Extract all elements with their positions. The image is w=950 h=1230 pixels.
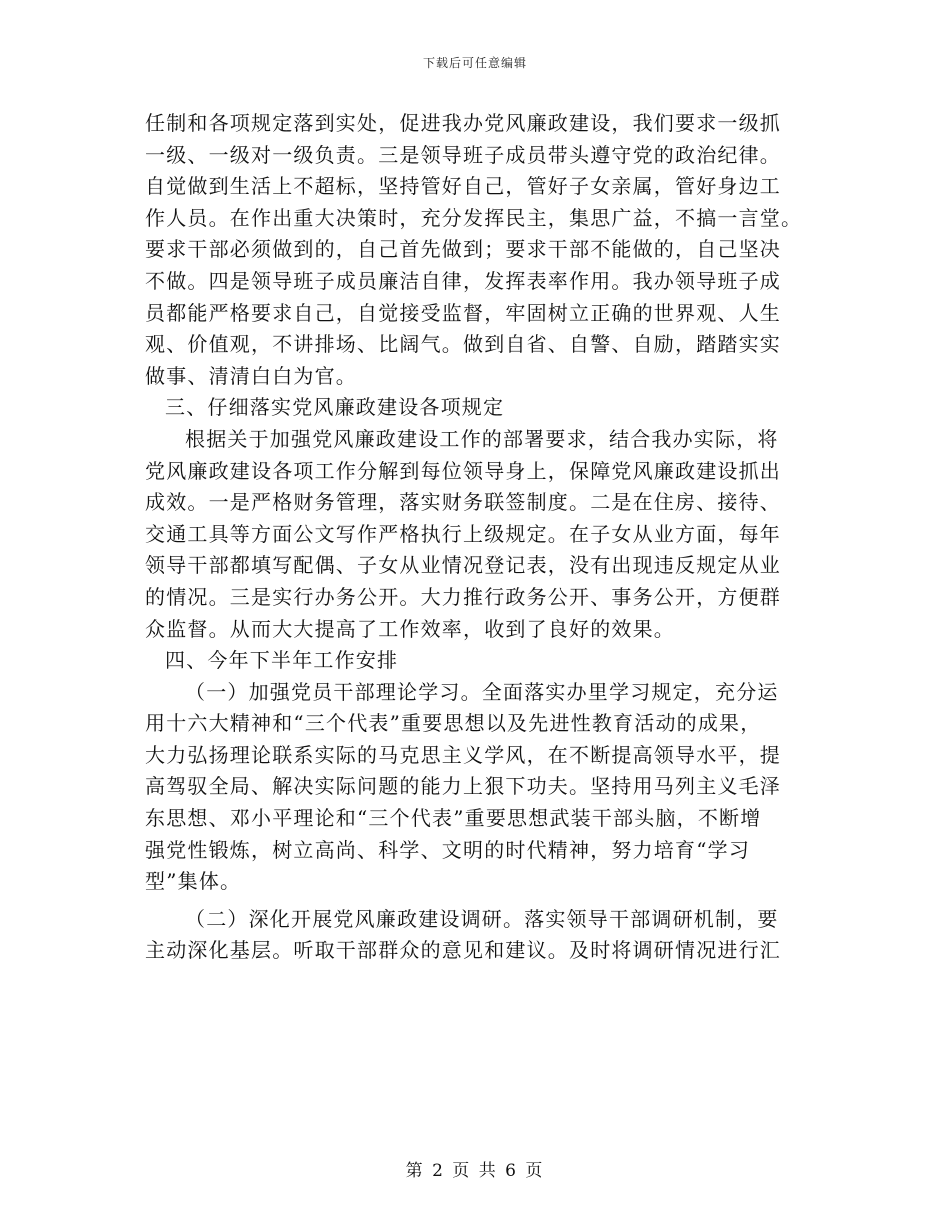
body-line: 根据关于加强党风廉政建设工作的部署要求，结合我办实际，将 [185, 426, 779, 451]
body-line: 要求干部必须做到的，自己首先做到；要求干部不能做的，自己坚决 [145, 237, 781, 262]
body-line: 主动深化基层。听取干部群众的意见和建议。及时将调研情况进行汇 [145, 938, 781, 963]
body-line: 自觉做到生活上不超标，坚持管好自己，管好子女亲属，管好身边工 [145, 174, 781, 199]
body-line: 东思想、邓小平理论和“三个代表”重要思想武装干部头脑，不断增 [145, 806, 762, 831]
body-line: 交通工具等方面公文写作严格执行上级规定。在子女从业方面，每年 [145, 521, 781, 546]
body-line: 做事、清清白白为官。 [145, 363, 357, 388]
page-number: 第 2 页 共 6 页 [405, 1161, 545, 1181]
body-line: 的情况。三是实行办务公开。大力推行政务公开、事务公开，方便群 [145, 584, 781, 609]
body-line: 观、价值观，不讲排场、比阔气。做到自省、自警、自励，踏踏实实 [145, 332, 781, 357]
body-line: 成效。一是严格财务管理，落实财务联签制度。二是在住房、接待、 [145, 490, 781, 515]
body-line: 任制和各项规定落到实处，促进我办党风廉政建设，我们要求一级抓 [145, 111, 781, 135]
body-line: （二）深化开展党风廉政建设调研。落实领导干部调研机制，要 [185, 906, 779, 931]
body-line: （一）加强党员干部理论学习。全面落实办里学习规定，充分运 [185, 679, 779, 704]
section-heading-4: 四、今年下半年工作安排 [165, 648, 399, 673]
section-heading-3: 三、仔细落实党风廉政建设各项规定 [165, 395, 505, 420]
body-line: 不做。四是领导班子成员廉洁自律，发挥表率作用。我办领导班子成 [145, 268, 781, 293]
document-body [145, 108, 805, 967]
page-header-note: 下载后可任意编辑 [422, 56, 527, 70]
body-line: 党风廉政建设各项工作分解到每位领导身上，保障党风廉政建设抓出 [145, 458, 781, 483]
body-line: 强党性锻炼，树立高尚、科学、文明的时代精神，努力培育“学习 [145, 837, 751, 862]
body-line: 领导干部都填写配偶、子女从业情况登记表，没有出现违反规定从业 [145, 553, 781, 578]
body-line: 用十六大精神和“三个代表”重要思想以及先进性教育活动的成果， [145, 711, 762, 736]
body-line: 大力弘扬理论联系实际的马克思主义学风，在不断提高领导水平，提 [145, 742, 781, 767]
body-line: 一级、一级对一级负责。三是领导班子成员带头遵守党的政治纪律。 [145, 142, 781, 167]
body-line: 高驾驭全局、解决实际问题的能力上狠下功夫。坚持用马列主义毛泽 [145, 774, 781, 799]
body-line: 型”集体。 [145, 869, 242, 894]
body-line: 员都能严格要求自己，自觉接受监督，牢固树立正确的世界观、人生 [145, 300, 781, 325]
body-line: 众监督。从而大大提高了工作效率，收到了良好的效果。 [145, 616, 675, 641]
body-line: 作人员。在作出重大决策时，充分发挥民主，集思广益，不搞一言堂。 [145, 205, 803, 230]
